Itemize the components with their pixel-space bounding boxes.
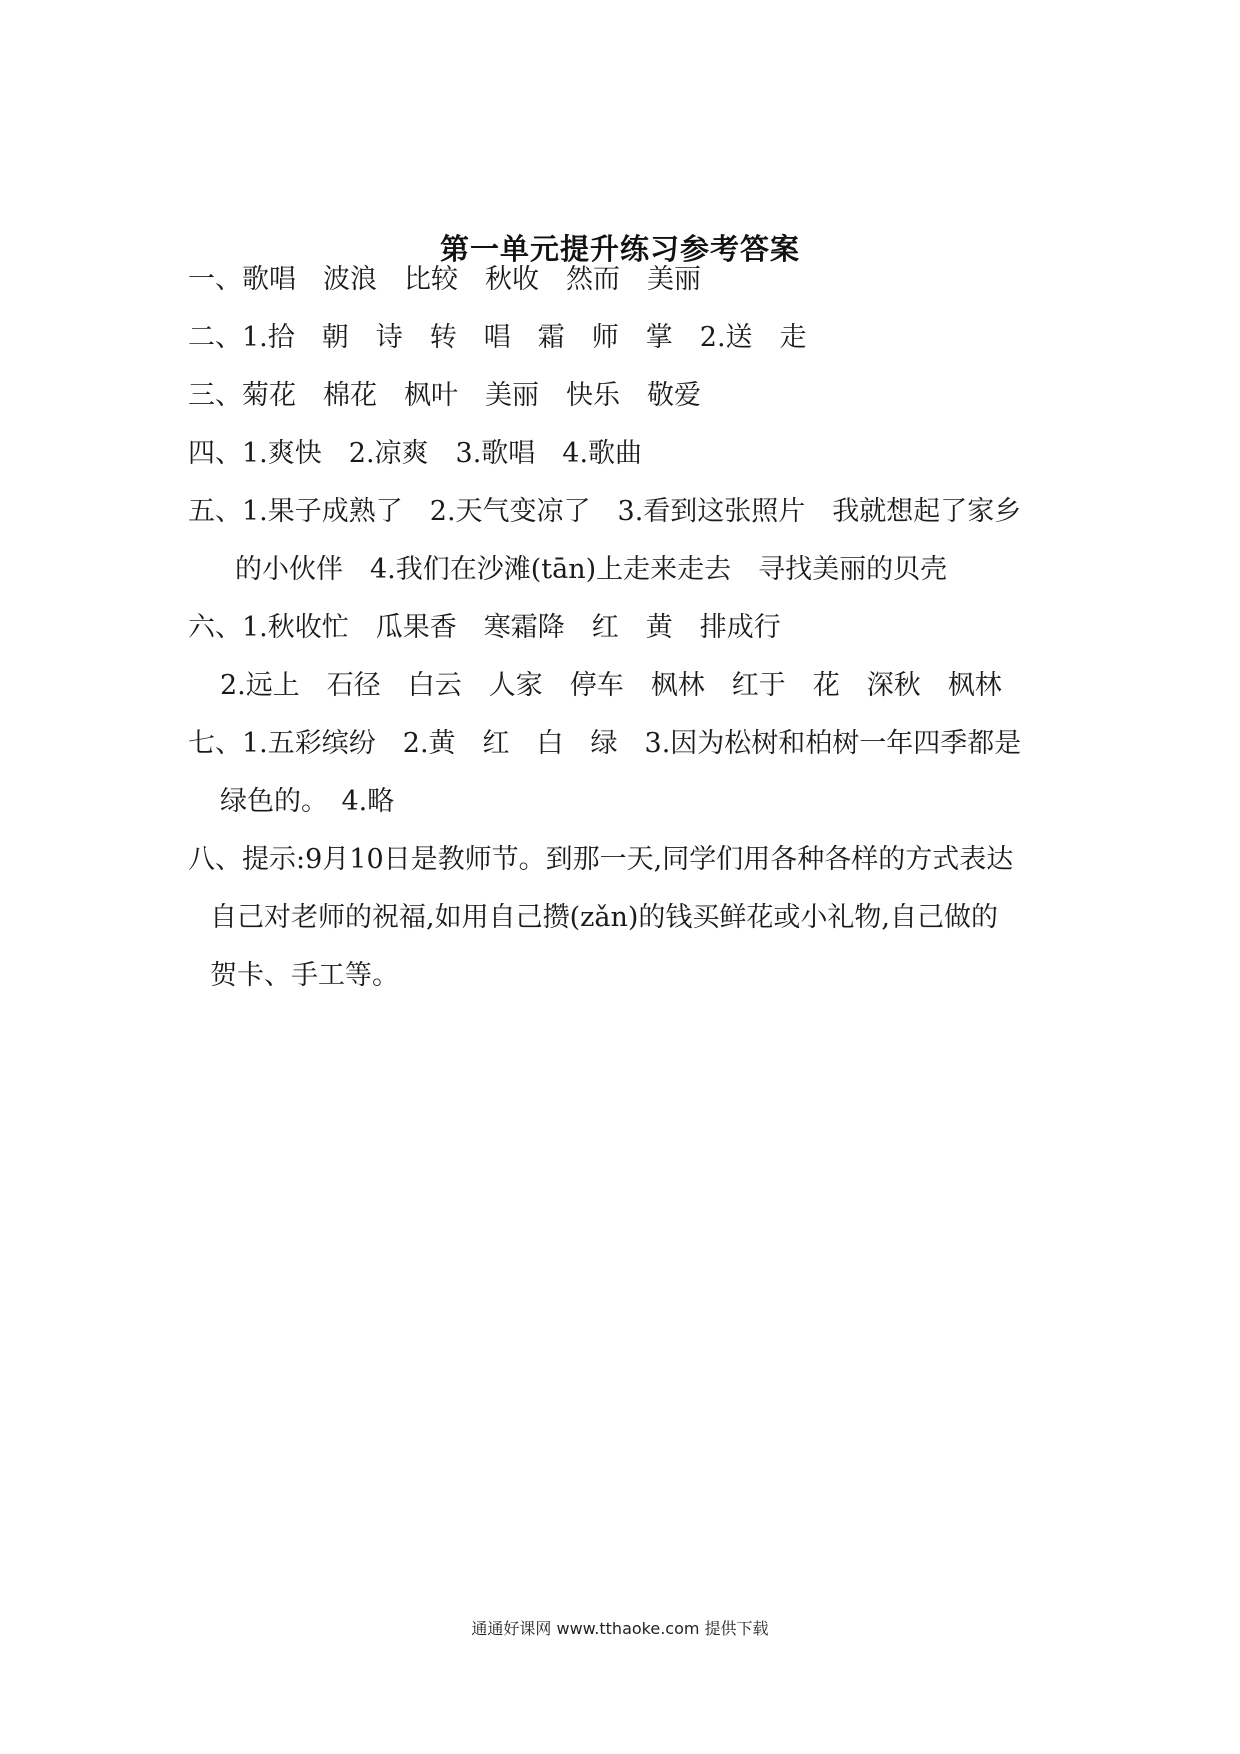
answer-line-1: 一、歌唱 波浪 比较 秋收 然而 美丽 bbox=[188, 264, 701, 295]
page-title: 第一单元提升练习参考答案 bbox=[439, 232, 800, 266]
answer-line-8-continued-2: 贺卡、手工等。 bbox=[210, 960, 399, 991]
answer-line-3: 三、菊花 棉花 枫叶 美丽 快乐 敬爱 bbox=[188, 380, 701, 411]
answer-line-5: 五、1.果子成熟了 2.天气变凉了 3.看到这张照片 我就想起了家乡 bbox=[188, 496, 1022, 527]
answer-line-8: 八、提示:9月10日是教师节。到那一天,同学们用各种各样的方式表达 bbox=[188, 844, 1014, 875]
footer-watermark: 通通好课网 www.tthaoke.com 提供下载 bbox=[471, 1619, 769, 1638]
answer-line-7-continued: 绿色的。 4.略 bbox=[220, 786, 395, 817]
answer-line-5-continued: 的小伙伴 4.我们在沙滩(tān)上走来走去 寻找美丽的贝壳 bbox=[235, 554, 948, 585]
answer-line-6-continued: 2.远上 石径 白云 人家 停车 枫林 红于 花 深秋 枫林 bbox=[220, 670, 1002, 701]
answer-line-2: 二、1.拾 朝 诗 转 唱 霜 师 掌 2.送 走 bbox=[188, 322, 807, 353]
answer-line-7: 七、1.五彩缤纷 2.黄 红 白 绿 3.因为松树和柏树一年四季都是 bbox=[188, 728, 1022, 759]
answer-line-4: 四、1.爽快 2.凉爽 3.歌唱 4.歌曲 bbox=[188, 438, 643, 469]
answer-line-6: 六、1.秋收忙 瓜果香 寒霜降 红 黄 排成行 bbox=[188, 612, 781, 643]
answer-line-8-continued-1: 自己对老师的祝福,如用自己攒(zǎn)的钱买鲜花或小礼物,自己做的 bbox=[210, 902, 998, 933]
